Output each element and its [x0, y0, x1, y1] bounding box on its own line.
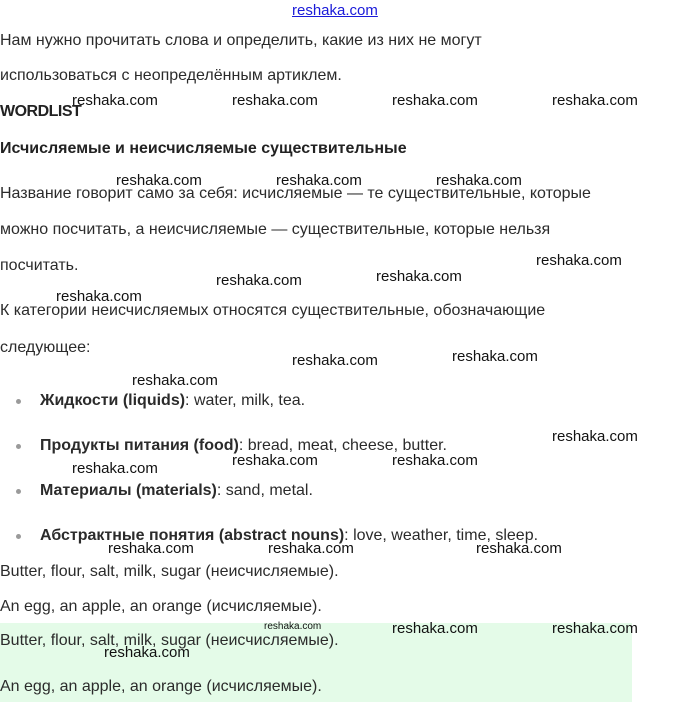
site-link[interactable]: reshaka.com [292, 2, 378, 19]
bullet-dot-icon [16, 489, 21, 494]
final-answer-line-1: Butter, flour, salt, milk, sugar (неисчисляемые). [0, 632, 339, 649]
watermark: reshaka.com [116, 172, 202, 189]
final-answer-line-2: An egg, an apple, an orange (исчисляемые). [0, 678, 322, 695]
section-desc-line-1: Название говорит само за себя: исчисляемые — те существительные, которые [0, 185, 591, 202]
bullet-dot-icon [16, 534, 21, 539]
watermark: reshaka.com [452, 348, 538, 365]
watermark: reshaka.com [72, 460, 158, 477]
bullet-dot-icon [16, 444, 21, 449]
answer-line-2: An egg, an apple, an orange (исчисляемые). [0, 598, 322, 615]
watermark: reshaka.com [552, 92, 638, 109]
watermark: reshaka.com [232, 452, 318, 469]
category-intro-line-2: следующее: [0, 339, 91, 356]
category-label: Жидкости (liquids) [40, 392, 186, 409]
watermark: reshaka.com [216, 272, 302, 289]
watermark: reshaka.com [56, 288, 142, 305]
section-desc-line-3: посчитать. [0, 257, 79, 274]
watermark: reshaka.com [552, 428, 638, 445]
bullet-dot-icon [16, 399, 21, 404]
watermark: reshaka.com [132, 372, 218, 389]
section-title: Исчисляемые и неисчисляемые существительные [0, 140, 407, 157]
category-label: Материалы (materials) [40, 482, 217, 499]
watermark: reshaka.com [264, 621, 322, 632]
watermark: reshaka.com [392, 92, 478, 109]
watermark: reshaka.com [108, 540, 194, 557]
intro-line-2: использоваться с неопределённым артиклем. [0, 67, 342, 84]
watermark: reshaka.com [72, 92, 158, 109]
watermark: reshaka.com [292, 352, 378, 369]
category-examples: : love, weather, time, sleep. [344, 527, 539, 544]
section-desc-line-2: можно посчитать, а неисчисляемые — существительные, которые нельзя [0, 221, 551, 238]
watermark: reshaka.com [232, 92, 318, 109]
category-examples: : bread, meat, cheese, butter. [238, 437, 447, 454]
answer-line-1: Butter, flour, salt, milk, sugar (неисчисляемые). [0, 563, 339, 580]
watermark: reshaka.com [436, 172, 522, 189]
category-intro-line-1: К категории неисчисляемых относятся существительные, обозначающие [0, 302, 546, 319]
watermark: reshaka.com [104, 644, 190, 661]
category-label: Абстрактные понятия (abstract nouns) [40, 527, 345, 544]
category-label: Продукты питания (food) [40, 437, 239, 454]
watermark: reshaka.com [276, 172, 362, 189]
category-examples: : water, milk, tea. [185, 392, 306, 409]
watermark: reshaka.com [392, 452, 478, 469]
category-examples: : sand, metal. [216, 482, 313, 499]
intro-line-1: Нам нужно прочитать слова и определить, какие из них не могут [0, 32, 482, 49]
watermark: reshaka.com [268, 540, 354, 557]
watermark: reshaka.com [476, 540, 562, 557]
watermark: reshaka.com [536, 252, 622, 269]
watermark: reshaka.com [392, 620, 478, 637]
watermark: reshaka.com [552, 620, 638, 637]
watermark: reshaka.com [376, 268, 462, 285]
wordlist-label: WORDLIST [0, 103, 82, 120]
